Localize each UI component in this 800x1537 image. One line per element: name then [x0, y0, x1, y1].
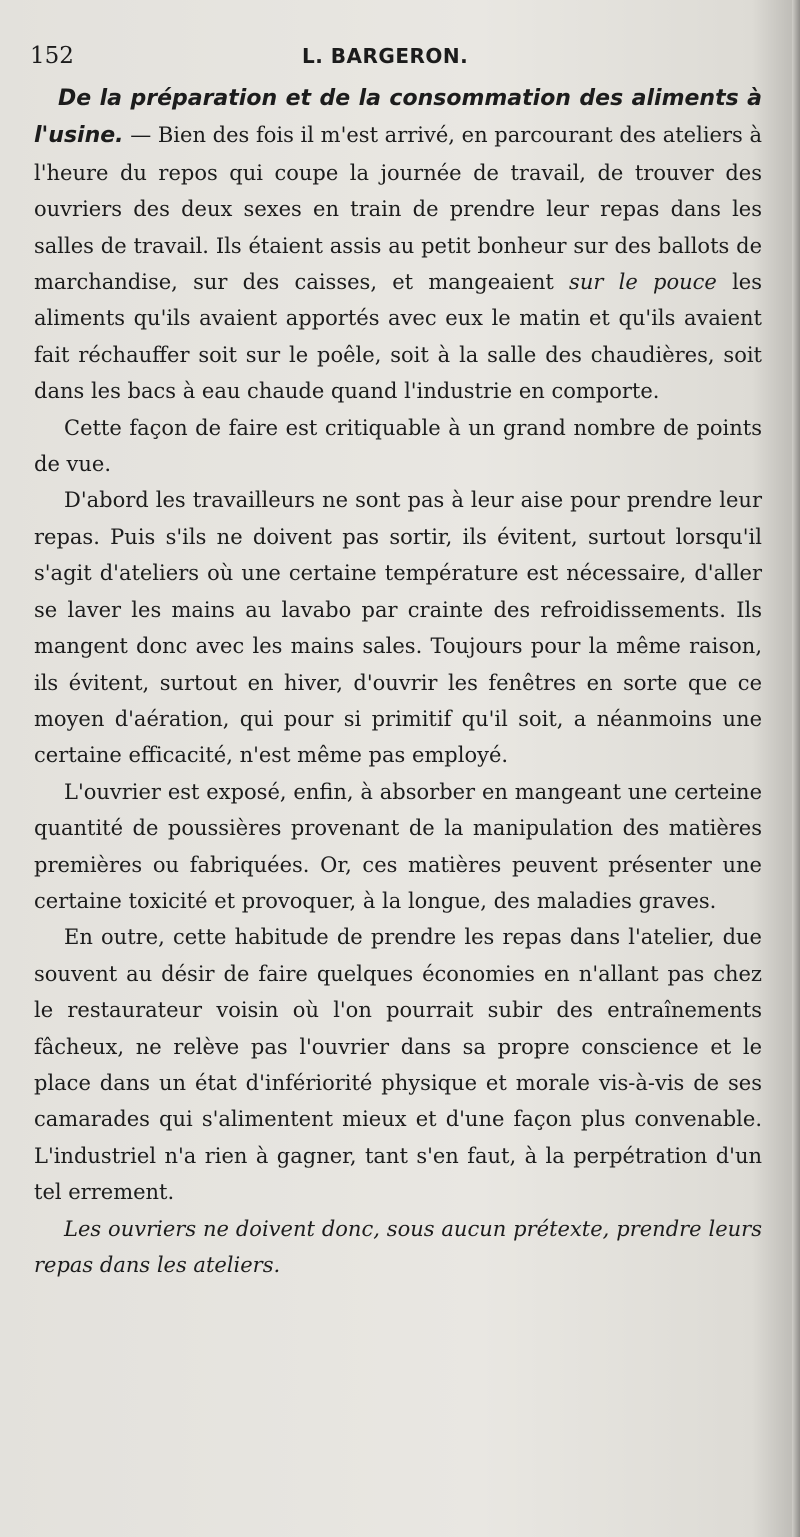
body-text — [34, 80, 762, 1283]
paragraph-1-lead: — Bien des fois il m'est arrivé, en parcourant des ateliers à l'heure du repos qui coupe la journée de travail, de trouver des ouvriers des deux sexes en train de prendre leur repas dans les salles de travail. Ils étaient assis au petit bonheur sur des ballots de marchandise, sur des caisses, et mangeaient — [34, 123, 762, 295]
paragraph-1-tail: les aliments qu'ils avaient apportés avec eux le matin et qu'ils avaient fait réchauffer soit sur le poêle, soit à la salle des chaudières, soit dans les bacs à eau chaude quand l'industrie en comporte. — [34, 270, 762, 404]
paragraph-1 — [34, 80, 762, 410]
page-number: 152 — [30, 43, 74, 69]
paragraph-5: En outre, cette habitude de prendre les repas dans l'atelier, due souvent au désir de faire quelques économies en n'allant pas chez le restaurateur voisin où l'on pourrait subir des entraînements fâcheux, ne relève pas l'ouvrier dans sa propre conscience et le place dans un état d'infériorité physique et morale vis-à-vis de ses camarades qui s'alimentent mieux et d'une façon plus convenable. L'industriel n'a rien à gagner, tant s'en faut, à la perpétration d'un tel errement. — [34, 925, 762, 1205]
page-header — [30, 36, 760, 76]
running-head: L. BARGERON. — [302, 44, 469, 68]
section-title: De la préparation et de la consommation des aliments à l'usine. — [34, 86, 762, 149]
paragraph-4: L'ouvrier est exposé, enfin, à absorber en mangeant une certeine quantité de poussières provenant de la manipulation des matières premières ou fabriquées. Or, ces matières peuvent présenter une certaine toxicité et provoquer, à la longue, des maladies graves. — [34, 779, 762, 913]
paragraph-2: Cette façon de faire est critiquable à un grand nombre de points de vue. — [34, 415, 762, 477]
paragraph-1-emphasis: sur le pouce — [569, 270, 717, 295]
paragraph-3: D'abord les travailleurs ne sont pas à leur aise pour prendre leur repas. Puis s'ils ne doivent pas sortir, ils évitent, surtout lorsqu'il s'agit d'ateliers où une certaine température est nécessaire, d'aller se laver les mains au lavabo par crainte des refroidissements. Ils mangent donc avec les mains sales. Toujours pour la même raison, ils évitent, surtout en hiver, d'ouvrir les fenêtres en sorte que ce moyen d'aération, qui pour si primitif qu'il soit, a néanmoins une certaine efficacité, n'est même pas employé. — [34, 488, 762, 768]
page-edge-shadow — [792, 0, 800, 1537]
closing-statement: Les ouvriers ne doivent donc, sous aucun prétexte, prendre leurs repas dans les ateliers. — [34, 1216, 762, 1277]
